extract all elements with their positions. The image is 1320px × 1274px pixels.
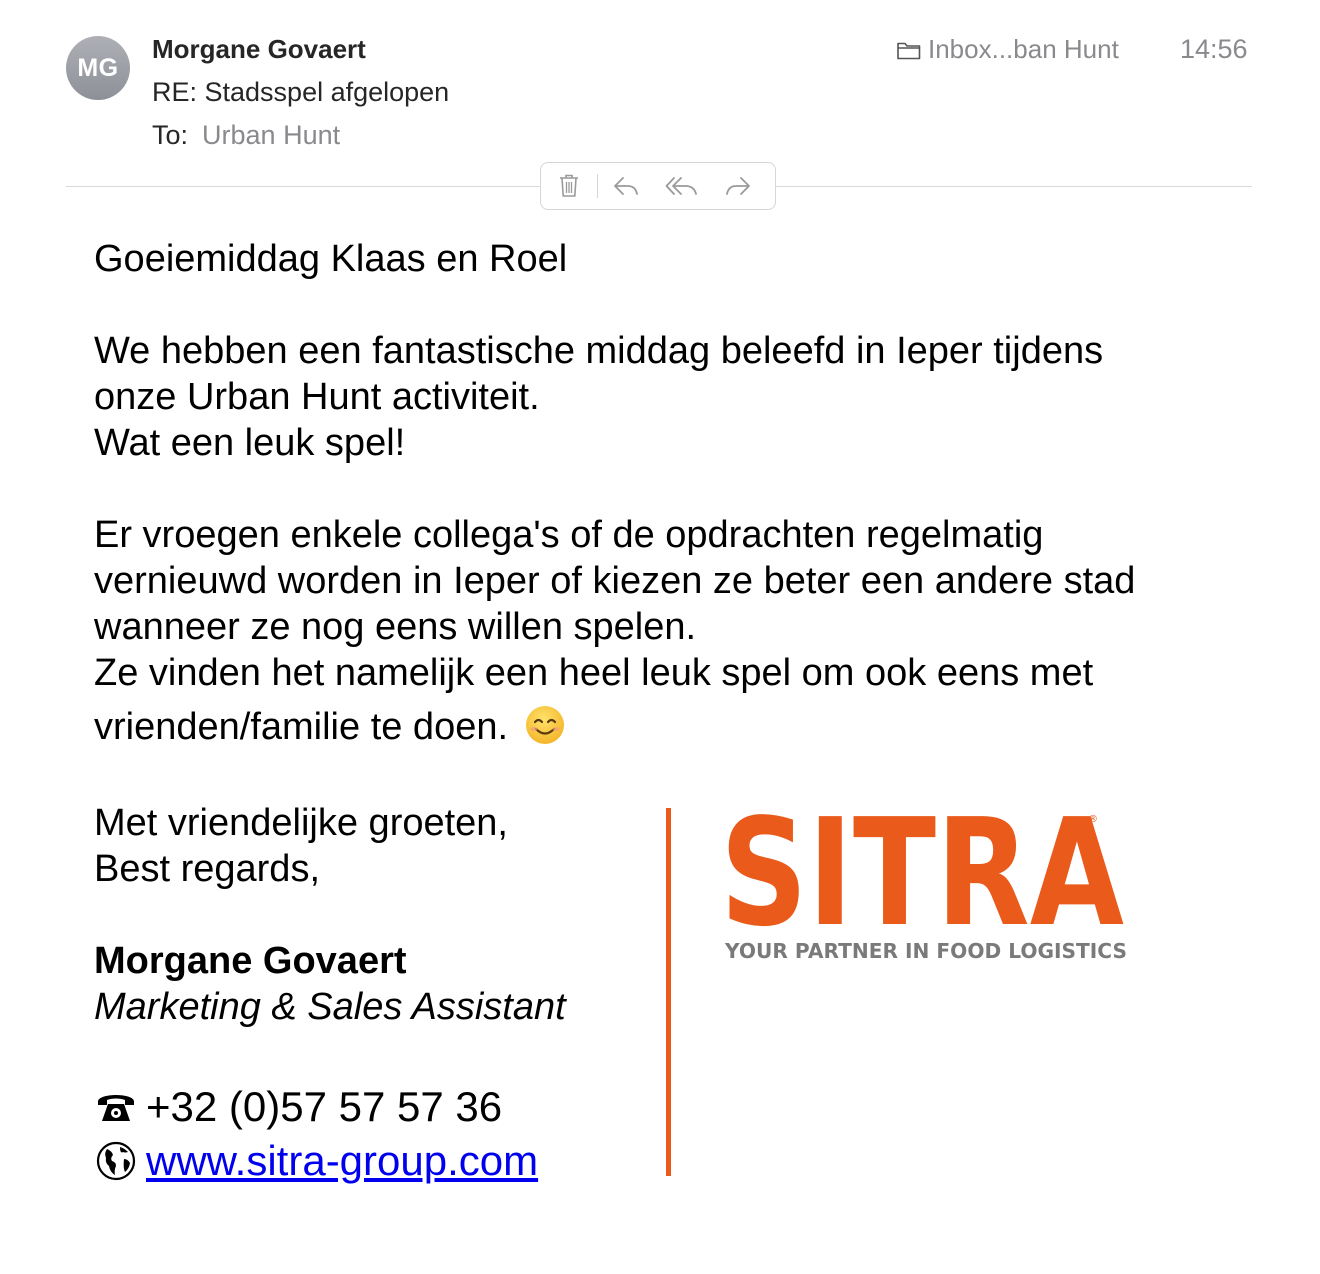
body-line: wanneer ze nog eens willen spelen. [94, 606, 697, 648]
closing-line: Best regards, [94, 848, 320, 890]
forward-icon [724, 175, 752, 197]
body-line: onze Urban Hunt activiteit. [94, 376, 540, 418]
phone-number[interactable]: +32 (0)57 57 57 36 [146, 1083, 503, 1130]
signature-name: Morgane Govaert [94, 940, 407, 982]
website-link[interactable]: www.sitra-group.com [146, 1137, 539, 1184]
telephone-icon [94, 1087, 138, 1127]
body-line: Er vroegen enkele collega's of de opdrachten regelmatig [94, 514, 1044, 556]
signature-divider-bar [666, 808, 671, 1176]
message-toolbar [540, 162, 776, 210]
sitra-logo [720, 806, 1130, 966]
email-body [94, 236, 1214, 750]
folder-icon [896, 39, 922, 61]
recipient-row [152, 120, 340, 151]
signature-role: Marketing & Sales Assistant [94, 986, 566, 1028]
svg-text:YOUR PARTNER IN FOOD LOGISTICS: YOUR PARTNER IN FOOD LOGISTICS [723, 939, 1127, 963]
body-line: vrienden/familie te doen. [94, 706, 509, 748]
signature-block [94, 800, 654, 1188]
mailbox-label: Inbox...ban Hunt [928, 34, 1119, 64]
body-line: vernieuwd worden in Ieper of kiezen ze beter een andere stad [94, 560, 1136, 602]
smiling-face-emoji [525, 705, 565, 745]
body-line: We hebben een fantastische middag beleefd in Ieper tijdens [94, 330, 1104, 372]
reply-all-icon [665, 175, 699, 197]
delete-button[interactable] [541, 163, 597, 209]
body-line: Wat een leuk spel! [94, 422, 406, 464]
website-row [94, 1134, 654, 1188]
mailbox-location[interactable] [896, 34, 1119, 65]
phone-row [94, 1080, 654, 1134]
reply-icon [612, 175, 640, 197]
globe-icon [94, 1141, 138, 1181]
trash-icon [557, 173, 581, 199]
greeting: Goeiemiddag Klaas en Roel [94, 238, 568, 280]
recipient-name[interactable]: Urban Hunt [202, 120, 341, 150]
svg-text:SITRA: SITRA [720, 806, 1124, 959]
svg-text:®: ® [1088, 814, 1098, 825]
sender-avatar[interactable]: MG [66, 36, 130, 100]
sender-name[interactable]: Morgane Govaert [152, 34, 366, 64]
email-subject: RE: Stadsspel afgelopen [152, 77, 450, 107]
reply-all-button[interactable] [654, 163, 710, 209]
forward-button[interactable] [710, 163, 766, 209]
closing-line: Met vriendelijke groeten, [94, 802, 508, 844]
body-line: Ze vinden het namelijk een heel leuk spel om ook eens met [94, 652, 1094, 694]
to-label: To: [152, 120, 189, 150]
received-time: 14:56 [1180, 34, 1248, 64]
reply-button[interactable] [598, 163, 654, 209]
body-line-with-emoji [94, 704, 1214, 750]
